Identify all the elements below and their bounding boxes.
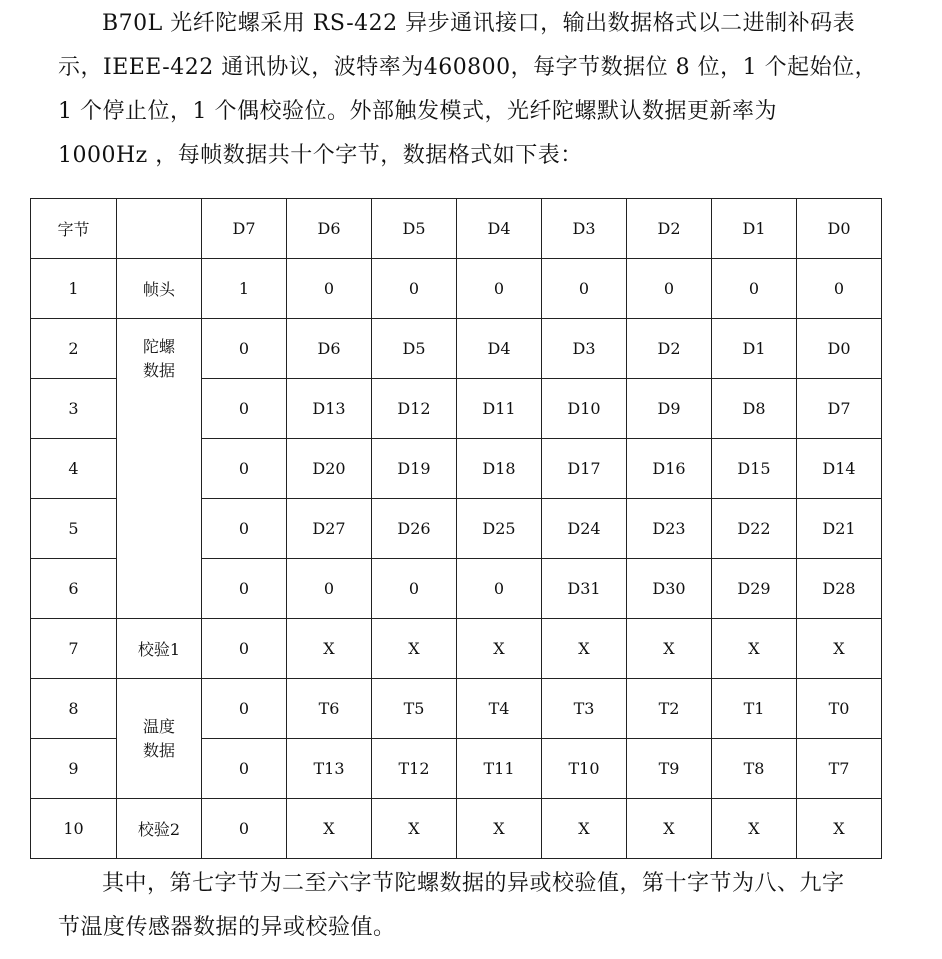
table-body	[31, 199, 882, 859]
bit-cell: X	[542, 619, 627, 679]
bit-cell: X	[372, 799, 457, 859]
table-row	[31, 259, 882, 319]
bit-cell: D12	[372, 379, 457, 439]
bit-cell: D1	[712, 319, 797, 379]
header-cell: D6	[287, 199, 372, 259]
bit-cell: T1	[712, 679, 797, 739]
intro-line: 1000Hz ，每帧数据共十个字节，数据格式如下表：	[58, 143, 583, 168]
bit-cell: 0	[202, 619, 287, 679]
byte-number-cell: 10	[31, 799, 117, 859]
group-label-line: 数据	[142, 361, 175, 380]
bit-cell: D19	[372, 439, 457, 499]
bit-cell: D2	[627, 319, 712, 379]
bit-cell: 0	[542, 259, 627, 319]
byte-number-cell: 7	[31, 619, 117, 679]
group-label-line: 数据	[142, 740, 175, 760]
bit-cell: T8	[712, 739, 797, 799]
bit-cell: D26	[372, 499, 457, 559]
bit-cell: T13	[287, 739, 372, 799]
bit-cell: T2	[627, 679, 712, 739]
bit-cell: D22	[712, 499, 797, 559]
bit-cell: T5	[372, 679, 457, 739]
bit-cell: D28	[797, 559, 882, 619]
bit-cell: T6	[287, 679, 372, 739]
bit-cell: D11	[457, 379, 542, 439]
bit-cell: X	[457, 799, 542, 859]
bit-cell: 1	[202, 259, 287, 319]
bit-cell: X	[372, 619, 457, 679]
bit-cell: 0	[202, 739, 287, 799]
bit-cell: D6	[287, 319, 372, 379]
bit-cell: D24	[542, 499, 627, 559]
bit-cell: X	[287, 799, 372, 859]
bit-cell: D30	[627, 559, 712, 619]
bit-cell: D29	[712, 559, 797, 619]
bit-cell: D13	[287, 379, 372, 439]
bit-cell: 0	[457, 559, 542, 619]
bit-cell: 0	[202, 439, 287, 499]
outro-line: 节温度传感器数据的异或校验值。	[58, 915, 396, 940]
group-label-line: 温度	[142, 716, 175, 736]
bit-cell: D25	[457, 499, 542, 559]
bit-cell: 0	[797, 259, 882, 319]
byte-number-cell: 9	[31, 739, 117, 799]
bit-cell: D3	[542, 319, 627, 379]
group-label-line: 陀螺	[142, 337, 175, 356]
byte-number-cell: 2	[31, 319, 117, 379]
bit-cell: 0	[287, 559, 372, 619]
outro-line: 其中，第七字节为二至六字节陀螺数据的异或校验值，第十字节为八、九字	[102, 871, 845, 896]
bit-cell: D15	[712, 439, 797, 499]
group-label-text	[143, 715, 175, 763]
bit-cell: T7	[797, 739, 882, 799]
header-cell: D0	[797, 199, 882, 259]
header-cell: D2	[627, 199, 712, 259]
bit-cell: D21	[797, 499, 882, 559]
group-label-frame-head: 帧头	[117, 259, 202, 319]
intro-line: 1 个停止位，1 个偶校验位。外部触发模式，光纤陀螺默认数据更新率为	[58, 99, 777, 124]
byte-number-cell: 5	[31, 499, 117, 559]
header-cell: 字节	[31, 199, 117, 259]
bit-cell: 0	[202, 499, 287, 559]
bit-cell: D9	[627, 379, 712, 439]
bit-cell: D17	[542, 439, 627, 499]
bit-cell: D7	[797, 379, 882, 439]
table-row	[31, 619, 882, 679]
byte-number-cell: 1	[31, 259, 117, 319]
bit-cell: 0	[627, 259, 712, 319]
group-label-check2: 校验2	[117, 799, 202, 859]
intro-line: B70L 光纤陀螺采用 RS-422 异步通讯接口，输出数据格式以二进制补码表	[102, 11, 856, 36]
bit-cell: 0	[287, 259, 372, 319]
table-row	[31, 679, 882, 739]
bit-cell: T11	[457, 739, 542, 799]
bit-cell: D20	[287, 439, 372, 499]
bit-cell: 0	[712, 259, 797, 319]
header-cell: D1	[712, 199, 797, 259]
bit-cell: T3	[542, 679, 627, 739]
bit-cell: D31	[542, 559, 627, 619]
bit-cell: T12	[372, 739, 457, 799]
header-cell: D7	[202, 199, 287, 259]
bit-cell: X	[627, 799, 712, 859]
bit-cell: D14	[797, 439, 882, 499]
intro-paragraph	[58, 2, 898, 178]
group-label-text	[143, 335, 175, 383]
bit-cell: 0	[457, 259, 542, 319]
group-label-temp-data	[117, 679, 202, 799]
bit-cell: X	[797, 619, 882, 679]
header-cell: D5	[372, 199, 457, 259]
bit-cell: D0	[797, 319, 882, 379]
bit-cell: T10	[542, 739, 627, 799]
outro-paragraph	[58, 862, 898, 950]
byte-number-cell: 4	[31, 439, 117, 499]
bit-cell: 0	[372, 559, 457, 619]
header-cell: D4	[457, 199, 542, 259]
bit-cell: X	[542, 799, 627, 859]
intro-line: 示，IEEE-422 通讯协议，波特率为460800，每字节数据位 8 位，1 个起始位，	[58, 55, 878, 80]
table-row	[31, 799, 882, 859]
bit-cell: X	[627, 619, 712, 679]
group-label-gyro-data	[117, 319, 202, 619]
bit-cell: 0	[202, 319, 287, 379]
byte-number-cell: 6	[31, 559, 117, 619]
bit-cell: D8	[712, 379, 797, 439]
bit-cell: X	[712, 799, 797, 859]
table-row	[31, 319, 882, 379]
bit-cell: X	[712, 619, 797, 679]
byte-number-cell: 3	[31, 379, 117, 439]
group-label-check1: 校验1	[117, 619, 202, 679]
bit-cell: T9	[627, 739, 712, 799]
bit-cell: D16	[627, 439, 712, 499]
byte-number-cell: 8	[31, 679, 117, 739]
bit-cell: X	[287, 619, 372, 679]
bit-cell: D4	[457, 319, 542, 379]
header-cell	[117, 199, 202, 259]
bit-cell: 0	[202, 799, 287, 859]
header-cell: D3	[542, 199, 627, 259]
data-format-table	[30, 198, 882, 859]
bit-cell: T4	[457, 679, 542, 739]
bit-cell: X	[797, 799, 882, 859]
table-header-row	[31, 199, 882, 259]
bit-cell: D5	[372, 319, 457, 379]
bit-cell: 0	[202, 379, 287, 439]
bit-cell: D10	[542, 379, 627, 439]
bit-cell: D18	[457, 439, 542, 499]
bit-cell: 0	[202, 559, 287, 619]
bit-cell: X	[457, 619, 542, 679]
bit-cell: 0	[202, 679, 287, 739]
bit-cell: T0	[797, 679, 882, 739]
bit-cell: D27	[287, 499, 372, 559]
bit-cell: 0	[372, 259, 457, 319]
bit-cell: D23	[627, 499, 712, 559]
